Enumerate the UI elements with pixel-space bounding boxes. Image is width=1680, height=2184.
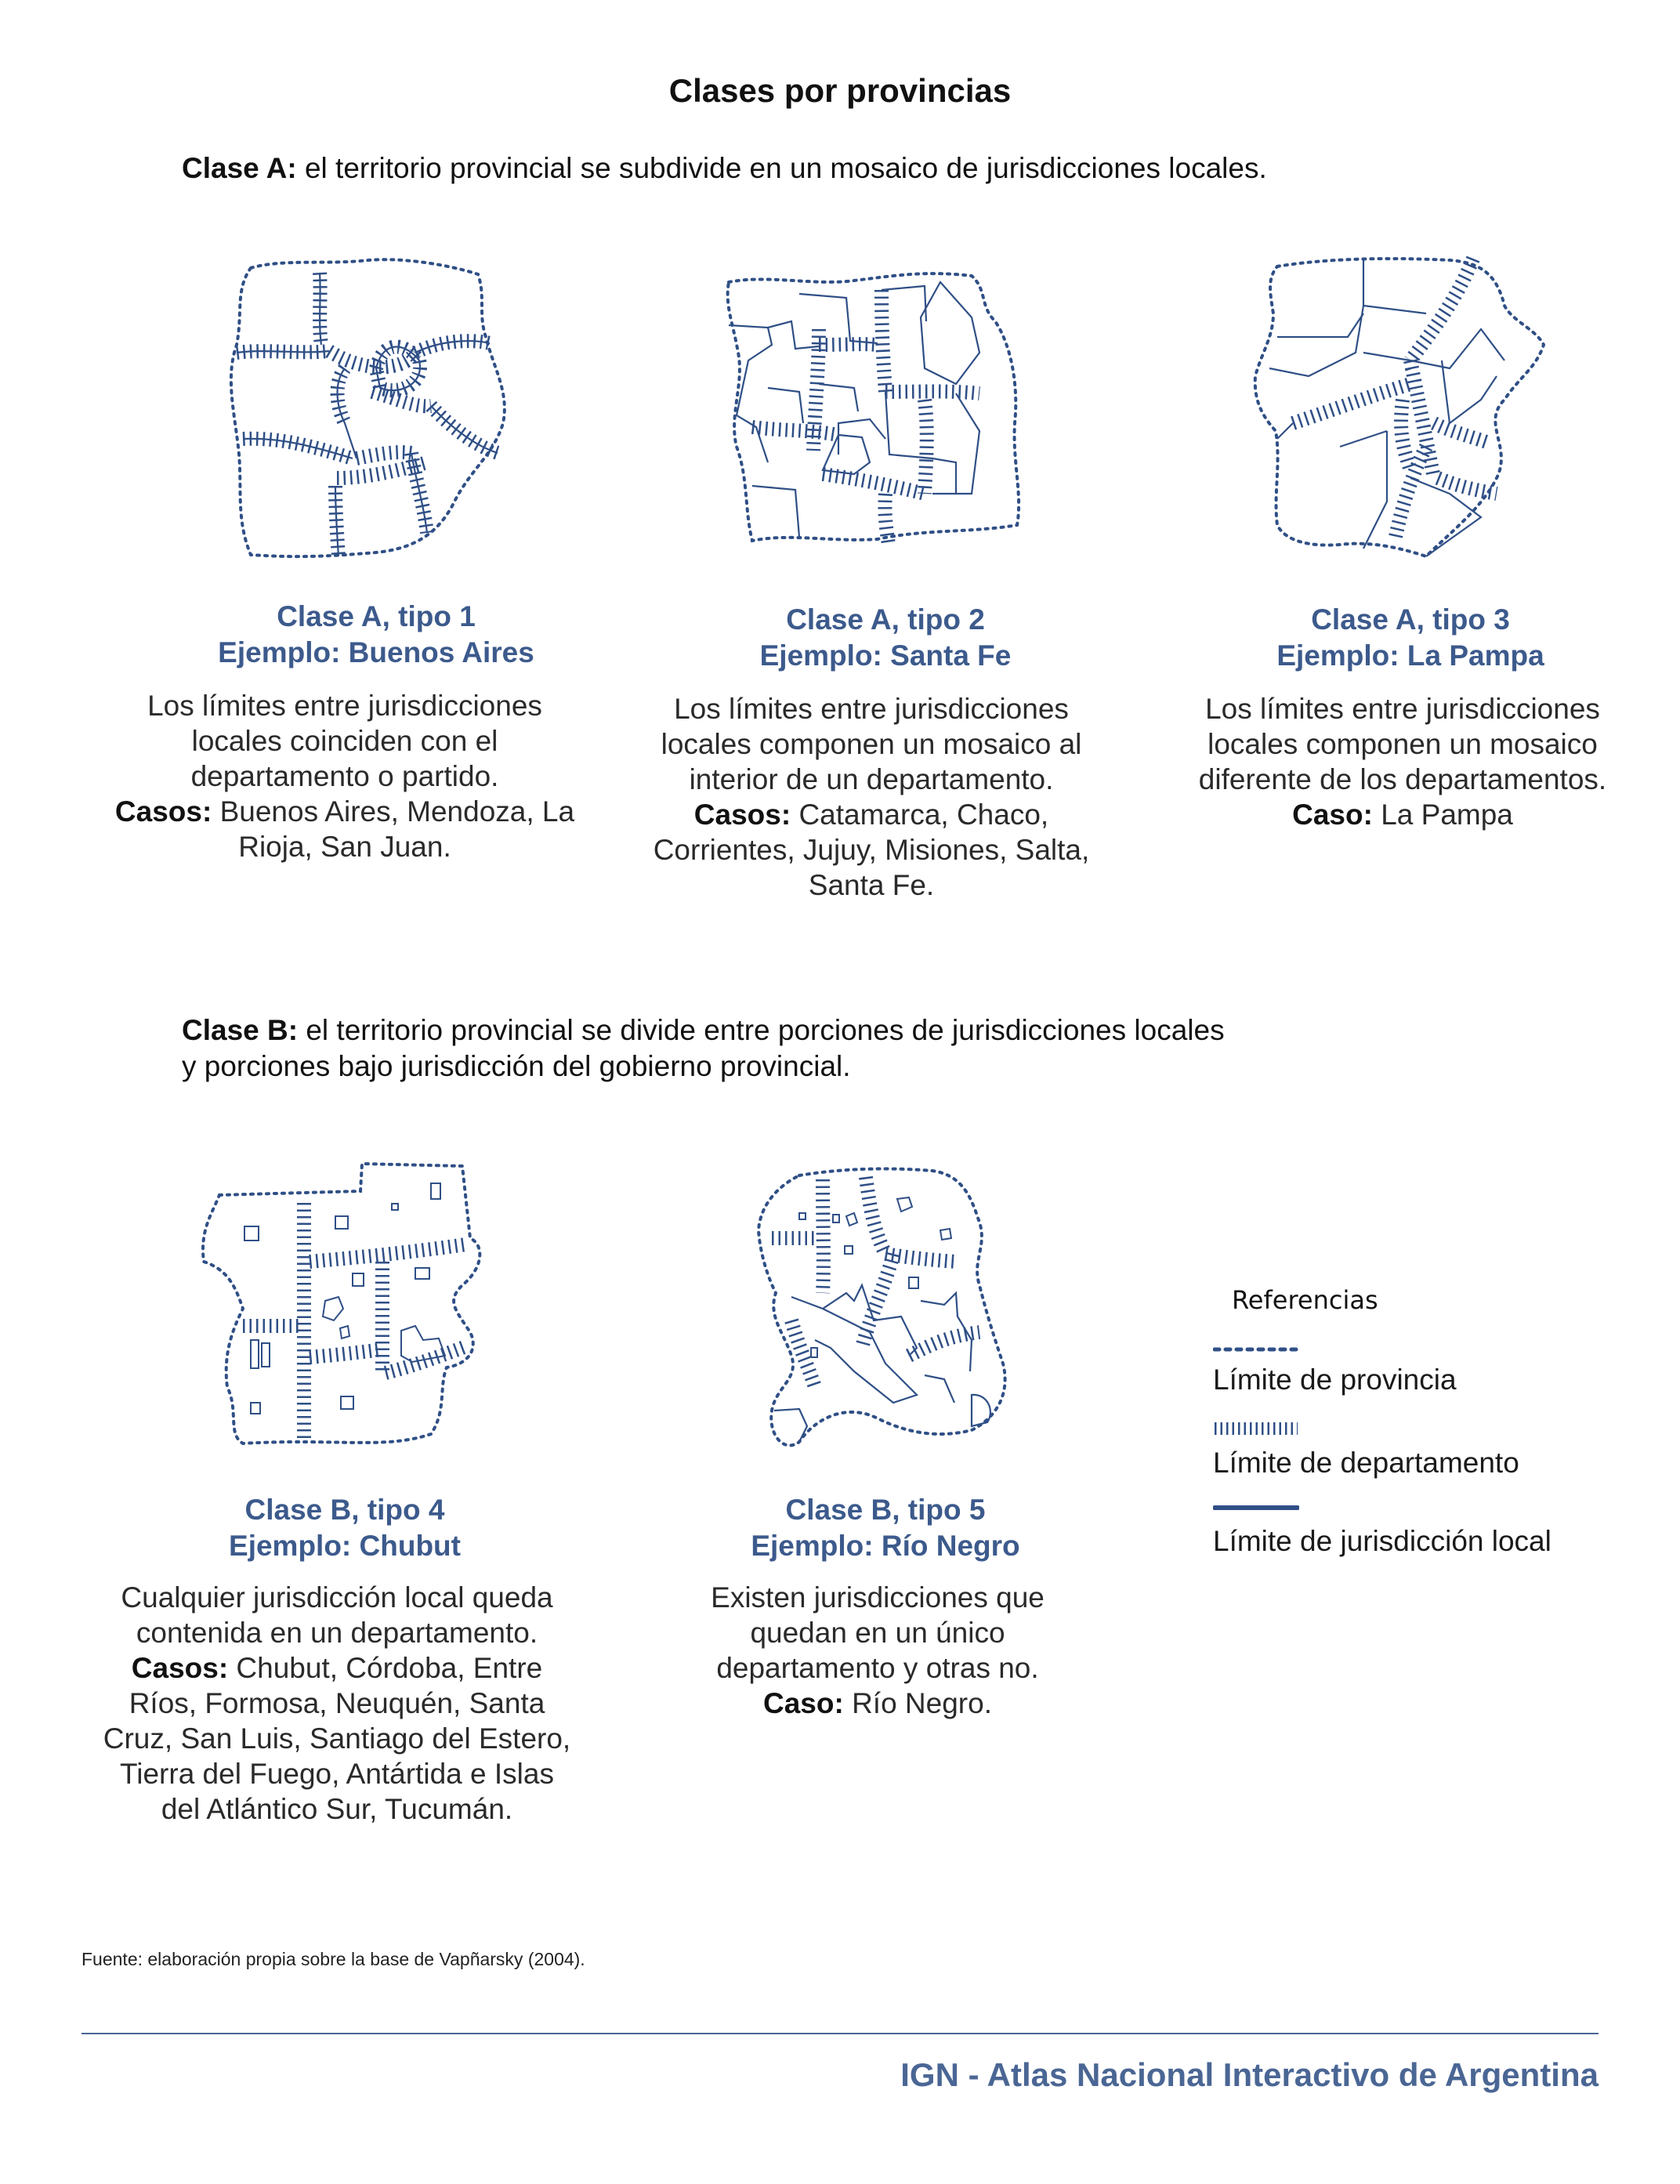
- diagram-clase-a-tipo-2: [721, 259, 1034, 549]
- legend-title: Referencias: [1232, 1285, 1378, 1315]
- solid-line-icon: [1213, 1503, 1299, 1512]
- description-clase-a-tipo-1: [110, 688, 580, 864]
- dotted-line-icon: [1213, 1345, 1299, 1354]
- type-title: Clase A, tipo 3: [1311, 603, 1510, 636]
- cases-label: Caso:: [1292, 799, 1373, 831]
- cases-label: Casos:: [693, 799, 791, 831]
- department-boundaries: [1293, 259, 1497, 541]
- cases-text: Catamarca, Chaco, Corrientes, Jujuy, Misiones, Salta, Santa Fe.: [653, 799, 1090, 901]
- cases-text: Chubut, Córdoba, Entre Ríos, Formosa, Neuquén, Santa Cruz, San Luis, Santiago del Estero, Tierra del Fuego, Antártida e Islas del Atlántico Sur, Tucumán.: [103, 1652, 571, 1825]
- diagram-clase-b-tipo-5: [752, 1160, 1019, 1465]
- type-title: Clase A, tipo 2: [786, 603, 985, 636]
- type-title: Clase B, tipo 5: [785, 1494, 986, 1526]
- cases-label: Caso:: [762, 1687, 844, 1719]
- source-note: Fuente: elaboración propia sobre la base de Vapñarsky (2004).: [81, 1949, 585, 1969]
- caption-clase-b-tipo-5: [650, 1492, 1121, 1564]
- diagram-clase-a-tipo-3: [1246, 243, 1559, 572]
- caption-clase-b-tipo-4: [110, 1492, 580, 1564]
- province-boundary: [231, 259, 505, 556]
- class-b-label: Clase B:: [182, 1014, 299, 1046]
- department-boundaries: [237, 273, 498, 556]
- department-boundaries: [243, 1203, 466, 1442]
- local-boundaries: [237, 273, 498, 556]
- cases-label: Casos:: [131, 1652, 229, 1684]
- caption-clase-a-tipo-2: [650, 602, 1121, 674]
- legend-item-jurisdiccion-local: Límite de jurisdicción local: [1213, 1525, 1551, 1557]
- class-a-intro: [182, 150, 1267, 187]
- cases-label: Casos:: [114, 795, 212, 828]
- cases-text: Río Negro.: [843, 1687, 992, 1719]
- description-clase-a-tipo-2: [636, 691, 1106, 903]
- cases-text: La Pampa: [1372, 799, 1513, 831]
- footer-title: IGN - Atlas Nacional Interactivo de Argentina: [900, 2056, 1599, 2093]
- legend-item-provincia: Límite de provincia: [1213, 1364, 1457, 1396]
- caption-clase-a-tipo-3: [1175, 602, 1646, 674]
- class-a-label: Clase A:: [182, 152, 297, 184]
- local-boundaries: [729, 282, 979, 537]
- local-boundaries: [774, 1285, 990, 1442]
- type-example: Ejemplo: Buenos Aires: [218, 636, 534, 668]
- diagram-clase-a-tipo-1: [219, 251, 533, 564]
- type-example: Ejemplo: La Pampa: [1276, 639, 1544, 672]
- description-text: Cualquier jurisdicción local queda contenida en un departamento.: [121, 1581, 553, 1649]
- page-title: Clases por provincias: [668, 72, 1012, 109]
- type-example: Ejemplo: Río Negro: [751, 1530, 1020, 1562]
- description-clase-b-tipo-4: [102, 1580, 572, 1827]
- local-boundaries: [1269, 260, 1504, 556]
- type-example: Ejemplo: Chubut: [229, 1530, 461, 1562]
- hatched-line-icon: [1213, 1422, 1299, 1436]
- type-title: Clase A, tipo 1: [277, 600, 476, 632]
- department-boundaries: [772, 1177, 979, 1387]
- cases-text: Buenos Aires, Mendoza, La Rioja, San Juan.: [212, 795, 575, 863]
- local-jurisdictions: [244, 1183, 445, 1414]
- description-clase-a-tipo-3: [1160, 691, 1646, 832]
- description-text: Existen jurisdicciones que quedan en un único departamento y otras no.: [711, 1581, 1045, 1684]
- legend-item-departamento: Límite de departamento: [1213, 1447, 1519, 1479]
- class-b-text-line1: el territorio provincial se divide entre porciones de jurisdicciones locales: [298, 1014, 1225, 1046]
- province-boundary: [728, 273, 1019, 541]
- caption-clase-a-tipo-1: [141, 599, 611, 671]
- description-text: Los límites entre jurisdicciones locales componen un mosaico al interior de un departamento.: [661, 693, 1082, 795]
- diagram-clase-b-tipo-4: [196, 1152, 494, 1450]
- class-a-text: el territorio provincial se subdivide en un mosaico de jurisdicciones locales.: [296, 152, 1267, 184]
- class-b-intro: [182, 1012, 1225, 1085]
- type-title: Clase B, tipo 4: [244, 1494, 445, 1526]
- type-example: Ejemplo: Santa Fe: [759, 639, 1012, 672]
- description-text: Los límites entre jurisdicciones locales componen un mosaico diferente de los departamentos.: [1198, 693, 1607, 795]
- footer-divider: [81, 2033, 1599, 2034]
- description-text: Los límites entre jurisdicciones locales coinciden con el departamento o partido.: [147, 690, 542, 792]
- department-boundaries: [752, 290, 979, 545]
- class-b-text-line2: y porciones bajo jurisdicción del gobierno provincial.: [182, 1050, 851, 1082]
- description-clase-b-tipo-5: [674, 1580, 1081, 1721]
